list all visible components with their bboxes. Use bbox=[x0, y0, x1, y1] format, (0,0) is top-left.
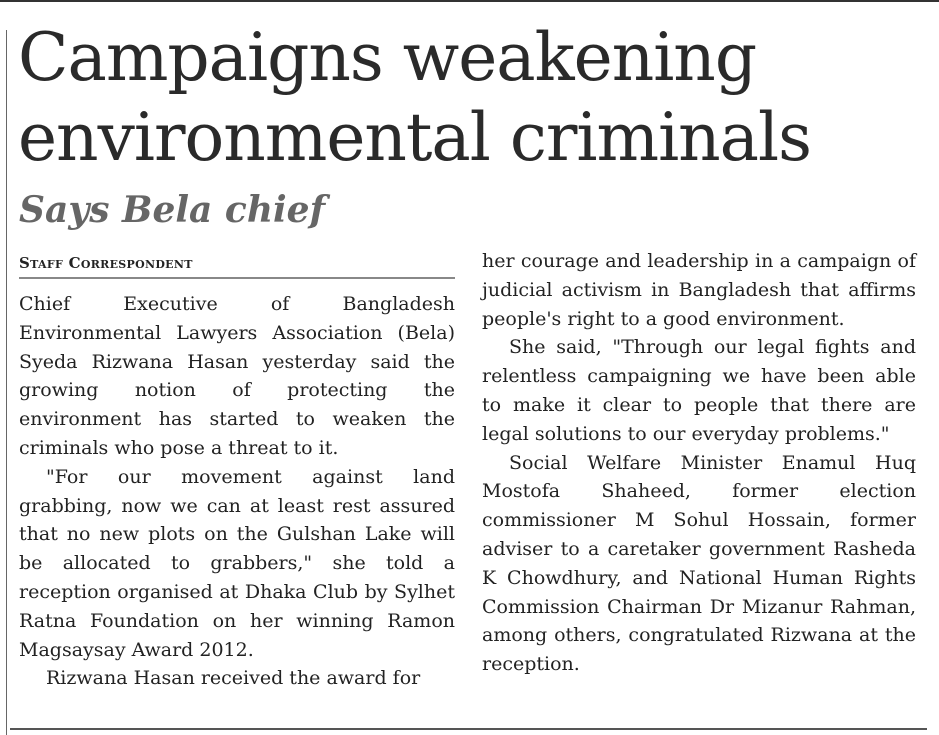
paragraph: her courage and leadership in a campaign of judicial activism in Bangladesh that affirms people's right to a good environment. bbox=[482, 250, 916, 330]
headline bbox=[18, 18, 933, 178]
top-rule bbox=[0, 0, 939, 2]
paragraph: She said, "Through our legal fights and relentless campaigning we have been able to make it clear to people that there are legal solutions to our everyday problems." bbox=[482, 336, 916, 445]
paragraph: "For our movement against land grabbing, now we can at least rest assured that no new plots on the Gulshan Lake will be allocated to grabbers," she told a reception organised at Dhaka Club by Sylhet Ratna Foundation on her winning Ramon Magsaysay Award 2012. bbox=[19, 465, 455, 661]
bottom-rule bbox=[10, 728, 927, 730]
paragraph: Chief Executive of Bangladesh Environmental Lawyers Association (Bela) Syeda Rizwana Hasan yesterday said the growing notion of protecting the environment has started to weaken the criminals who pose a threat to it. bbox=[19, 293, 455, 459]
left-rule bbox=[6, 30, 7, 735]
paragraph: Social Welfare Minister Enamul Huq Mostofa Shaheed, former election commissioner M Sohul Hossain, former adviser to a caretaker government Rasheda K Chowdhury, and National Human Rights Commission Chairman Dr Mizanur Rahman, among others, congratulated Rizwana at the reception. bbox=[482, 451, 916, 676]
headline-line-1: Campaigns weakening bbox=[18, 19, 757, 96]
byline: Staff Correspondent bbox=[19, 253, 455, 279]
article-column-right bbox=[482, 247, 916, 679]
paragraph: Rizwana Hasan received the award for bbox=[46, 667, 421, 690]
article-column-left bbox=[19, 290, 455, 693]
kicker: Says Bela chief bbox=[19, 189, 326, 231]
headline-line-2: environmental criminals bbox=[18, 99, 812, 176]
